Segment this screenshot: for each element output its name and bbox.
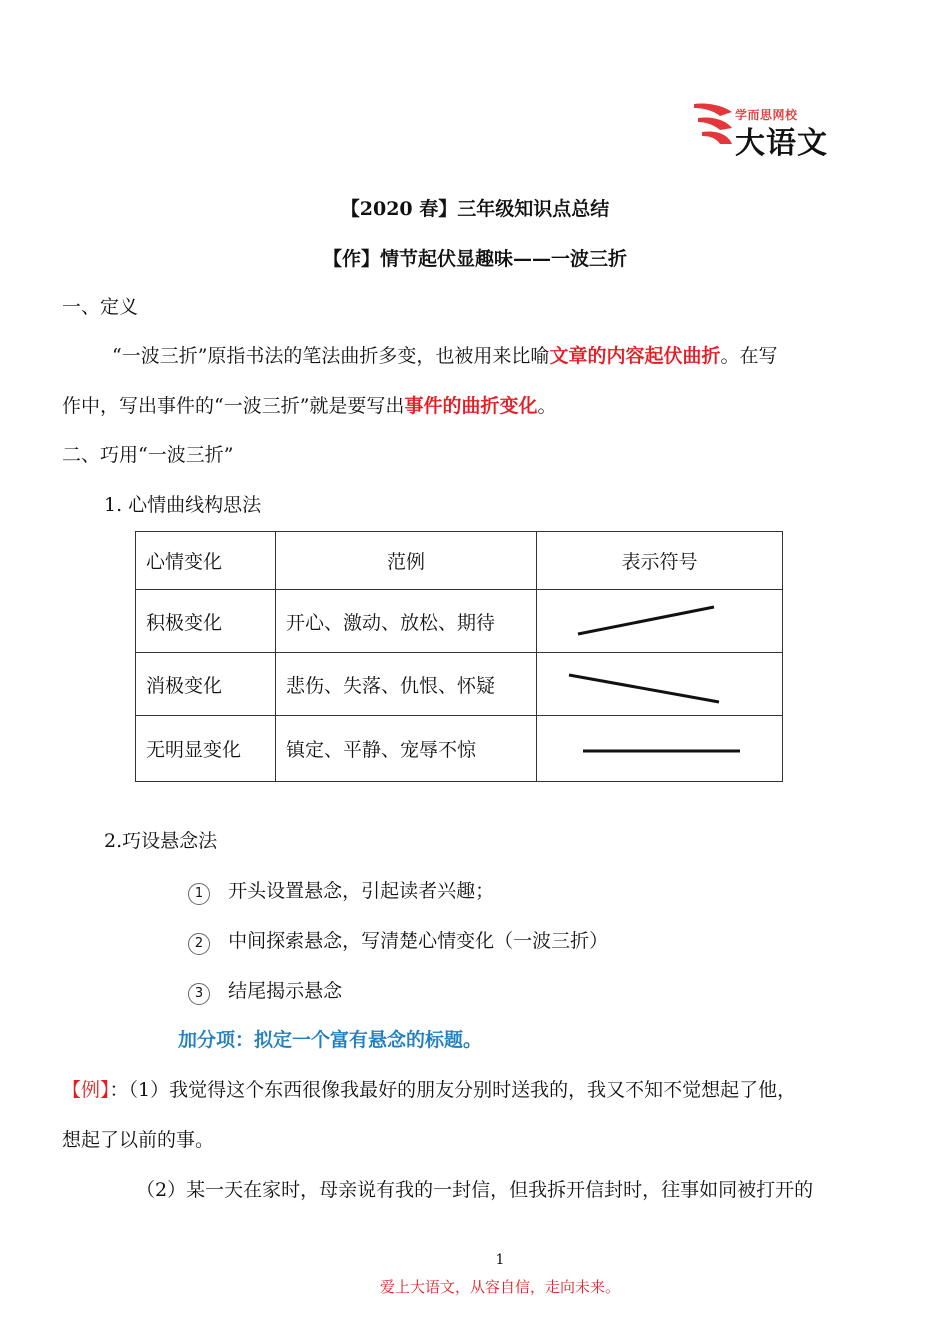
section-2-heading: 二、巧用“一波三折”: [62, 444, 234, 466]
definition-text-2a: 作中，写出事件的“一波三折”就是要写出: [62, 395, 405, 417]
rising-line-icon: [537, 590, 783, 653]
rising-line-icon: [537, 590, 782, 647]
method-1-heading: 1. 心情曲线构思法: [104, 494, 262, 516]
section-1-heading: 一、定义: [62, 296, 139, 318]
circled-number: 3: [188, 983, 210, 1005]
definition-text-1b: 。在写: [720, 345, 778, 367]
flat-line-icon: [537, 716, 783, 782]
footer-slogan: 爱上大语文，从容自信，走向未来。: [379, 1278, 620, 1296]
list-item-text: 开头设置悬念，引起读者兴趣；: [228, 880, 495, 902]
table-header: 范例: [276, 532, 537, 590]
table-cell-mood: 积极变化: [136, 590, 276, 653]
circled-number: 2: [188, 933, 210, 955]
flat-line-icon: [537, 716, 782, 776]
example-line-3: （2）某一天在家时，母亲说有我的一封信，但我拆开信封时，往事如同被打开的: [136, 1179, 814, 1201]
page-number: 1: [495, 1252, 505, 1268]
example-line-1: [62, 1076, 796, 1104]
logo-title: 大语文: [735, 126, 828, 161]
document-subtitle: 【作】情节起伏显趣味——一波三折: [322, 248, 627, 270]
definition-text-2b: 。: [537, 395, 557, 417]
circled-number: 1: [188, 883, 210, 905]
table-cell-mood: 消极变化: [136, 653, 276, 716]
table-row: [136, 590, 783, 653]
table-row: [136, 716, 783, 782]
definition-line-2: [62, 392, 556, 420]
list-item-text: 中间探索悬念，写清楚心情变化（一波三折）: [228, 930, 609, 952]
definition-highlight-1: 文章的内容起伏曲折: [549, 345, 721, 367]
example-label: 【例】: [62, 1079, 110, 1101]
mood-change-table: [135, 531, 783, 782]
falling-line-icon: [537, 653, 783, 716]
list-item-text: 结尾揭示悬念: [228, 980, 343, 1002]
table-header-row: [136, 532, 783, 590]
table-header: 表示符号: [537, 532, 783, 590]
example-line-2: 想起了以前的事。: [62, 1129, 215, 1151]
table-cell-examples: 镇定、平静、宠辱不惊: [276, 716, 537, 782]
table-row: [136, 653, 783, 716]
table-cell-mood: 无明显变化: [136, 716, 276, 782]
falling-line-icon: [537, 653, 782, 710]
definition-text-1a: “一波三折”原指书法的笔法曲折多变，也被用来比喻: [112, 345, 550, 367]
logo-subtitle: 学而思网校: [735, 108, 798, 122]
document-title: 【2020 春】三年级知识点总结: [340, 198, 610, 220]
definition-line-1: [112, 342, 777, 370]
bonus-tip: 加分项：拟定一个富有悬念的标题。: [178, 1029, 483, 1051]
method-2-heading: 2.巧设悬念法: [104, 830, 218, 852]
table-cell-examples: 开心、激动、放松、期待: [276, 590, 537, 653]
definition-highlight-2: 事件的曲折变化: [404, 395, 538, 417]
list-item: [188, 977, 342, 1005]
table-cell-examples: 悲伤、失落、仇恨、怀疑: [276, 653, 537, 716]
list-item: [188, 877, 494, 905]
list-item: [188, 927, 608, 955]
example-text-1: ：（1）我觉得这个东西很像我最好的朋友分别时送我的，我又不知不觉想起了他，: [109, 1079, 797, 1101]
table-header: 心情变化: [136, 532, 276, 590]
